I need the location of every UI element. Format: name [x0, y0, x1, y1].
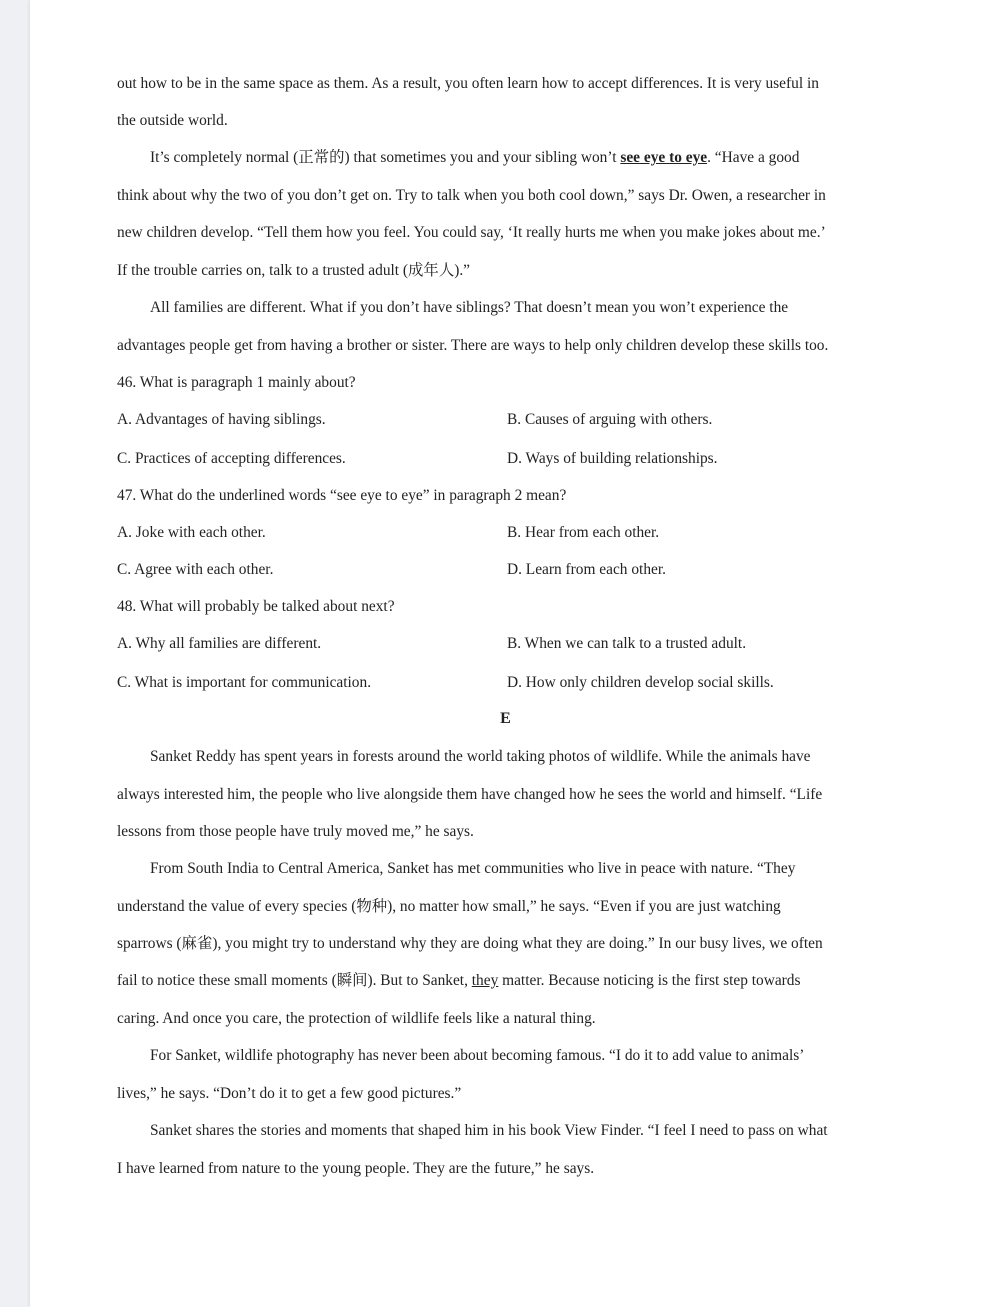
passage-line: For Sanket, wildlife photography has never been about becoming famous. “I do it to add value to animals’: [150, 1047, 805, 1064]
passage-line: new children develop. “Tell them how you feel. You could say, ‘It really hurts me when you make jokes about me.’: [117, 224, 826, 241]
answer-option: A. Joke with each other.: [117, 524, 266, 541]
question-stem: 47. What do the underlined words “see eye to eye” in paragraph 2 mean?: [117, 487, 567, 504]
passage-line: I have learned from nature to the young people. They are the future,” he says.: [117, 1160, 595, 1177]
passage-line: [150, 148, 799, 168]
passage-line: lives,” he says. “Don’t do it to get a few good pictures.”: [117, 1085, 462, 1102]
answer-option: C. What is important for communication.: [117, 674, 372, 691]
text-run: matter. Because noticing is the first step towards: [498, 972, 801, 989]
text-run: . “Have a good: [707, 149, 800, 166]
answer-option: D. Learn from each other.: [507, 561, 666, 578]
passage-line: caring. And once you care, the protection of wildlife feels like a natural thing.: [117, 1010, 596, 1027]
underlined-phrase: see eye to eye: [620, 149, 708, 166]
answer-option: B. Hear from each other.: [507, 524, 660, 541]
passage-line: Sanket Reddy has spent years in forests around the world taking photos of wildlife. While the animals have: [150, 748, 811, 765]
text-run: It’s completely normal (正常的) that sometimes you and your sibling won’t: [150, 149, 621, 166]
passage-line: think about why the two of you don’t get on. Try to talk when you both cool down,” says Dr. Owen, a researcher in: [117, 187, 826, 204]
underlined-word: they: [471, 972, 499, 989]
section-heading: E: [500, 710, 511, 727]
passage-line: All families are different. What if you don’t have siblings? That doesn’t mean you won’t experience the: [150, 299, 789, 316]
answer-option: A. Advantages of having siblings.: [117, 411, 326, 428]
passage-line: lessons from those people have truly moved me,” he says.: [117, 823, 474, 840]
answer-option: D. How only children develop social skills.: [507, 674, 774, 691]
answer-option: A. Why all families are different.: [117, 635, 322, 652]
passage-line: always interested him, the people who live alongside them have changed how he sees the world and himself. “Life: [117, 786, 823, 803]
question-stem: 48. What will probably be talked about next?: [117, 598, 395, 615]
passage-line: understand the value of every species (物种), no matter how small,” he says. “Even if you are just watching: [117, 898, 781, 915]
passage-line: the outside world.: [117, 112, 228, 129]
passage-line: From South India to Central America, Sanket has met communities who live in peace with nature. “They: [150, 860, 796, 877]
answer-option: B. When we can talk to a trusted adult.: [507, 635, 747, 652]
passage-line: Sanket shares the stories and moments that shaped him in his book View Finder. “I feel I need to pass on what: [150, 1122, 828, 1139]
document-page: [30, 0, 981, 1307]
text-run: fail to notice these small moments (瞬间). But to Sanket,: [117, 972, 472, 989]
passage-line: [117, 971, 800, 991]
answer-option: C. Agree with each other.: [117, 561, 274, 578]
passage-line: out how to be in the same space as them. As a result, you often learn how to accept differences. It is very useful in: [117, 75, 819, 92]
answer-option: D. Ways of building relationships.: [507, 450, 718, 467]
passage-line: If the trouble carries on, talk to a trusted adult (成年人).”: [117, 262, 471, 279]
answer-option: B. Causes of arguing with others.: [507, 411, 713, 428]
question-stem: 46. What is paragraph 1 mainly about?: [117, 374, 356, 391]
passage-line: advantages people get from having a brother or sister. There are ways to help only children develop these skills too.: [117, 337, 829, 354]
passage-line: sparrows (麻雀), you might try to understand why they are doing what they are doing.” In our busy lives, we often: [117, 935, 823, 952]
answer-option: C. Practices of accepting differences.: [117, 450, 346, 467]
